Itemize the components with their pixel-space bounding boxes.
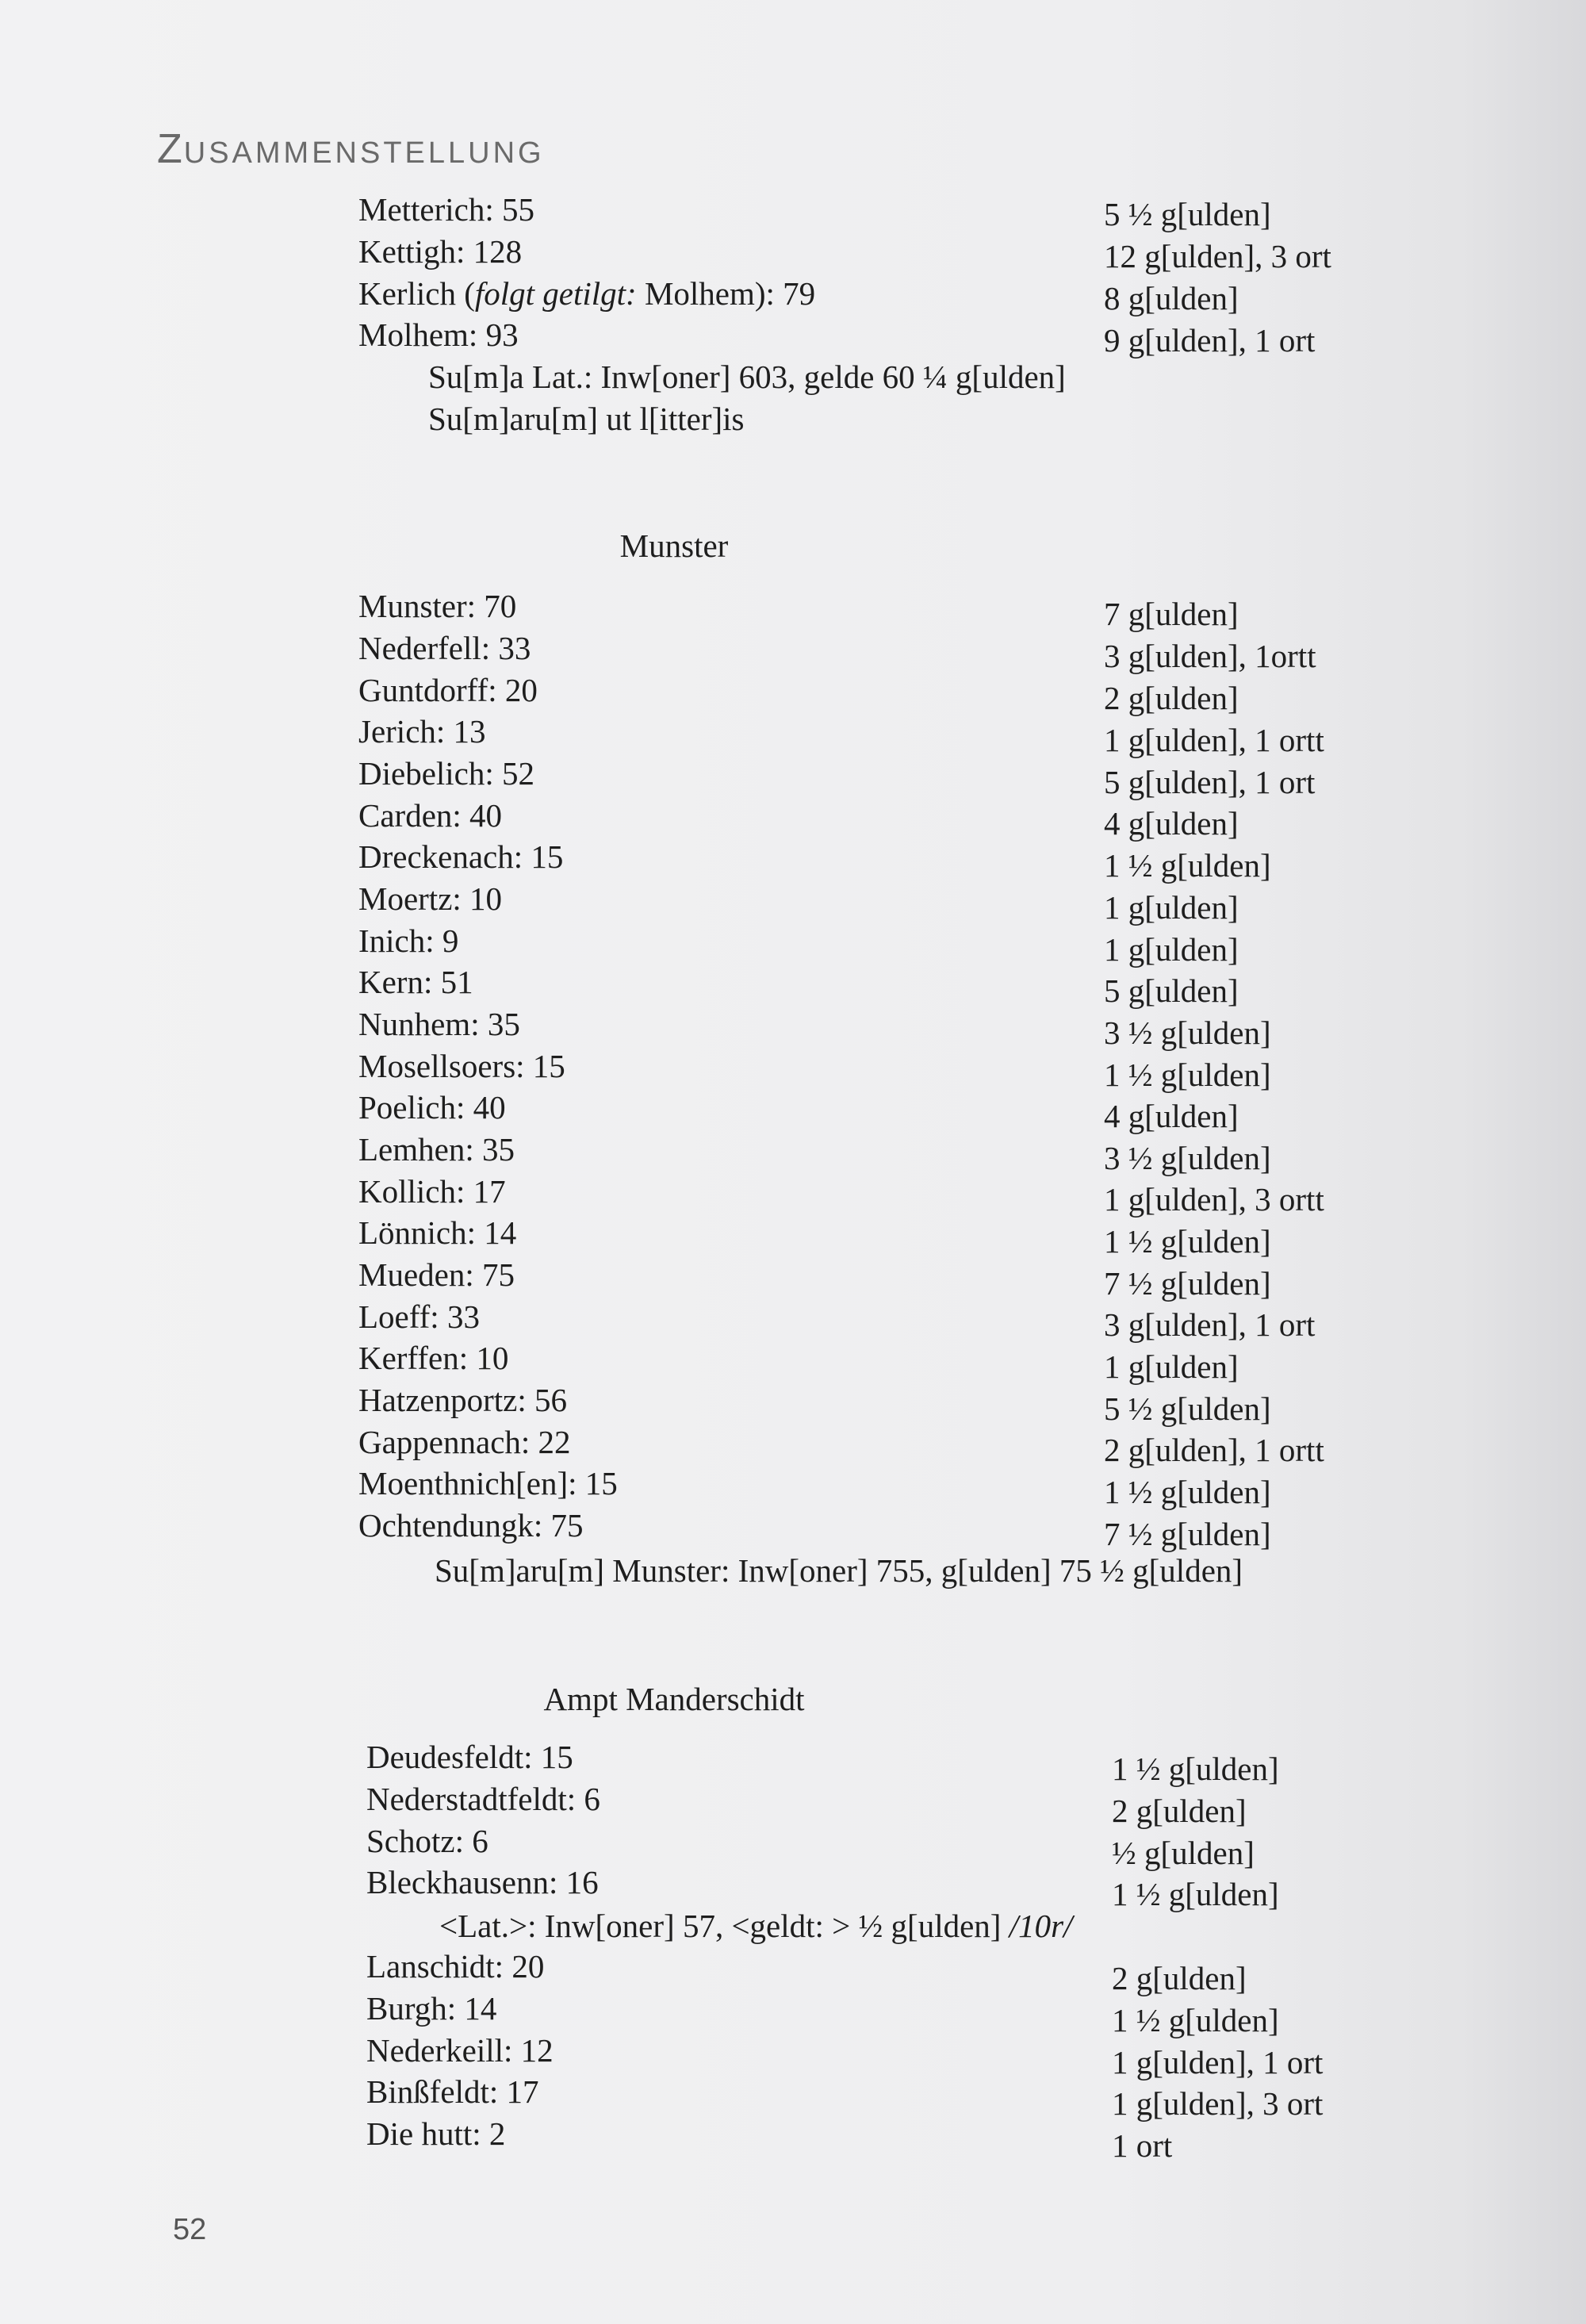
place-row: Moertz: 10 [358, 880, 503, 917]
place-row: Kerffen: 10 [358, 1340, 509, 1376]
amount-row: 3 g[ulden], 1 ort [1104, 1306, 1316, 1343]
amount-row: 1 g[ulden], 1 ortt [1104, 722, 1324, 758]
place-row: Schotz: 6 [366, 1823, 488, 1859]
amount-row: 2 g[ulden], 1 ortt [1104, 1432, 1324, 1468]
place-row: Lanschidt: 20 [366, 1948, 545, 1985]
amount-row: 1 ½ g[ulden] [1112, 1751, 1279, 1787]
amount-row: 1 ort [1112, 2127, 1173, 2164]
summarum-munster: Su[m]aru[m] Munster: Inw[oner] 755, g[ulden] 75 ½ g[ulden] [435, 1552, 1243, 1589]
place-row: Dreckenach: 15 [358, 838, 564, 875]
amount-row: 7 g[ulden] [1104, 596, 1239, 632]
place-row: Gappennach: 22 [358, 1424, 571, 1460]
place-row: Nederkeill: 12 [366, 2032, 554, 2069]
amount-row: 7 ½ g[ulden] [1104, 1265, 1271, 1302]
lat-line [439, 1910, 1072, 1942]
place-row: Poelich: 40 [358, 1089, 506, 1126]
section-heading-manderschidt: Ampt Manderschidt [543, 1681, 805, 1717]
amount-row: 1 ½ g[ulden] [1104, 847, 1271, 884]
running-head-initial: Z [157, 126, 184, 172]
amount-row: 1 g[ulden], 3 ortt [1104, 1181, 1324, 1218]
amount-row: 1 ½ g[ulden] [1104, 1057, 1271, 1093]
lat-line-text: <Lat.>: Inw[oner] 57, <geldt: > ½ g[ulden] [439, 1908, 1009, 1944]
amount-row: 7 ½ g[ulden] [1104, 1516, 1271, 1552]
place-kerlich [358, 275, 816, 312]
place-row: Guntdorff: 20 [358, 672, 538, 708]
summa-line: Su[m]a Lat.: Inw[oner] 603, gelde 60 ¼ g[ulden] [428, 359, 1066, 395]
place-row: Nunhem: 35 [358, 1006, 520, 1042]
place-molhem: Molhem: 93 [358, 316, 519, 353]
amount-row: 1 g[ulden], 3 ort [1112, 2085, 1324, 2122]
folio-marker: /10r/ [1009, 1908, 1073, 1944]
page-number: 52 [173, 2213, 207, 2246]
running-head-rest: USAMMENSTELLUNG [183, 136, 545, 170]
place-row: Nederfell: 33 [358, 630, 531, 666]
place-metterich: Metterich: 55 [358, 191, 535, 228]
amount-row: 1 g[ulden] [1104, 1348, 1239, 1385]
place-row: Hatzenportz: 56 [358, 1382, 567, 1418]
amount-row: 4 g[ulden] [1104, 1098, 1239, 1134]
place-row: Jerich: 13 [358, 713, 486, 750]
amount-row: 5 ½ g[ulden] [1104, 1390, 1271, 1427]
place-row: Mosellsoers: 15 [358, 1048, 565, 1084]
place-row: Kollich: 17 [358, 1173, 506, 1210]
amount-row: 1 ½ g[ulden] [1112, 1876, 1279, 1912]
place-row: Kern: 51 [358, 964, 473, 1000]
amount-row: 2 g[ulden] [1104, 680, 1239, 716]
place-row: Moenthnich[en]: 15 [358, 1465, 618, 1501]
place-kettigh: Kettigh: 128 [358, 233, 523, 270]
summarum-line: Su[m]aru[m] ut l[itter]is [428, 401, 745, 437]
amount-row: 4 g[ulden] [1104, 805, 1239, 842]
place-row: Ochtendungk: 75 [358, 1507, 584, 1544]
amount-row: 3 g[ulden], 1ortt [1104, 638, 1316, 674]
amount-row: 1 ½ g[ulden] [1104, 1223, 1271, 1260]
amount-row: 5 g[ulden], 1 ort [1104, 764, 1316, 800]
place-row: Nederstadtfeldt: 6 [366, 1781, 600, 1817]
editorial-note: folgt getilgt: [474, 275, 637, 312]
place-kerlich-pre: Kerlich ( [358, 275, 475, 312]
amount-kerlich: 8 g[ulden] [1104, 280, 1239, 316]
amount-kettigh: 12 g[ulden], 3 ort [1104, 238, 1331, 274]
place-row: Munster: 70 [358, 588, 517, 624]
amount-row: 2 g[ulden] [1112, 1793, 1247, 1829]
amount-row: 1 ½ g[ulden] [1104, 1474, 1271, 1510]
amount-row: 1 g[ulden] [1104, 931, 1239, 968]
place-row: Deudesfeldt: 15 [366, 1739, 573, 1775]
amount-row: 5 g[ulden] [1104, 972, 1239, 1009]
place-kerlich-post: Molhem): 79 [636, 275, 816, 312]
place-row: Carden: 40 [358, 797, 503, 834]
amount-row: 3 ½ g[ulden] [1104, 1140, 1271, 1176]
amount-row: 1 g[ulden], 1 ort [1112, 2044, 1324, 2080]
amount-molhem: 9 g[ulden], 1 ort [1104, 322, 1316, 359]
place-row: Binßfeldt: 17 [366, 2073, 539, 2110]
amount-row: 3 ½ g[ulden] [1104, 1014, 1271, 1051]
place-row: Diebelich: 52 [358, 755, 535, 792]
amount-row: ½ g[ulden] [1112, 1835, 1255, 1871]
amount-metterich: 5 ½ g[ulden] [1104, 196, 1271, 232]
place-row: Lönnich: 14 [358, 1214, 517, 1251]
place-row: Loeff: 33 [358, 1298, 480, 1335]
place-row: Mueden: 75 [358, 1256, 515, 1293]
section-heading-munster: Munster [619, 527, 729, 564]
place-row: Die hutt: 2 [366, 2115, 506, 2152]
place-row: Burgh: 14 [366, 1990, 497, 2027]
place-row: Lemhen: 35 [358, 1131, 515, 1168]
place-row: Bleckhausenn: 16 [366, 1864, 599, 1900]
amount-row: 1 g[ulden] [1104, 889, 1239, 926]
amount-row: 1 ½ g[ulden] [1112, 2002, 1279, 2038]
place-row: Inich: 9 [358, 922, 459, 959]
amount-row: 2 g[ulden] [1112, 1960, 1247, 1996]
